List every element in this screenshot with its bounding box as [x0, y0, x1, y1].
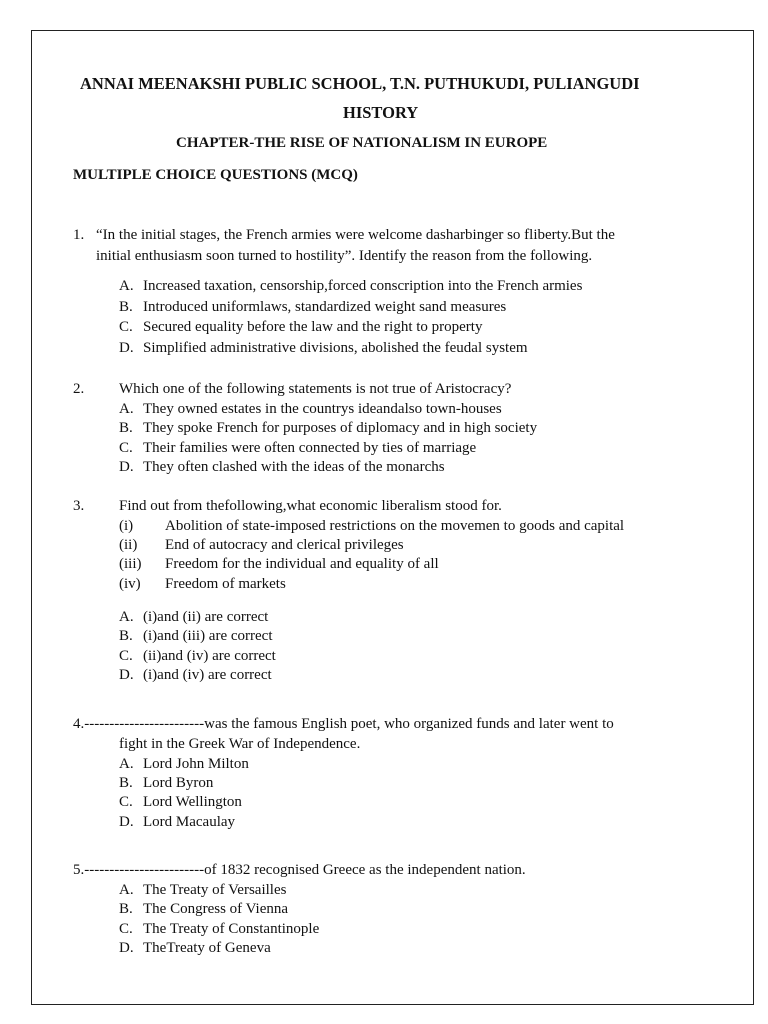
option-label: B. — [119, 775, 133, 791]
option-label: D. — [119, 940, 134, 956]
option-label: A. — [119, 401, 134, 417]
question-number: 1. — [73, 227, 85, 243]
question-text — [73, 862, 526, 879]
option-text: (ii)and (iv) are correct — [143, 648, 276, 664]
statement-label: (ii) — [119, 537, 138, 553]
statement-i — [119, 518, 624, 535]
option-a — [119, 882, 286, 899]
option-text: The Treaty of Constantinople — [143, 921, 320, 937]
option-label: A. — [119, 278, 134, 294]
statement-iii — [119, 556, 439, 573]
option-label: D. — [119, 459, 134, 475]
school-name: ANNAI MEENAKSHI PUBLIC SCHOOL, T.N. PUTHUKUDI, PULIANGUDI — [80, 74, 640, 93]
statement-ii — [119, 537, 404, 554]
option-text: They spoke French for purposes of diplomacy and in high society — [143, 420, 538, 436]
option-label: D. — [119, 667, 134, 683]
option-label: C. — [119, 648, 133, 664]
option-b — [119, 775, 213, 792]
question-number: 4. — [73, 716, 85, 732]
option-text: Introduced uniformlaws, standardized weight sand measures — [143, 299, 507, 315]
option-label: C. — [119, 921, 133, 937]
question-text-line: ------------------------of 1832 recognised Greece as the independent nation. — [84, 862, 526, 878]
option-text: Increased taxation, censorship,forced conscription into the French armies — [143, 278, 583, 294]
option-c — [119, 794, 242, 811]
section-title: MULTIPLE CHOICE QUESTIONS (MCQ) — [73, 167, 358, 183]
option-c — [119, 921, 319, 938]
option-text: (i)and (ii) are correct — [143, 609, 269, 625]
option-d — [119, 940, 271, 957]
option-text: (i)and (iv) are correct — [143, 667, 272, 683]
option-text: Lord Byron — [143, 775, 214, 791]
option-label: B. — [119, 420, 133, 436]
option-label: A. — [119, 609, 134, 625]
option-text: Lord John Milton — [143, 756, 249, 772]
option-a — [119, 609, 268, 626]
option-label: D. — [119, 814, 134, 830]
option-label: D. — [119, 340, 134, 356]
option-d — [119, 340, 528, 357]
question-text: Which one of the following statements is not true of Aristocracy? — [119, 381, 512, 397]
option-b — [119, 420, 537, 437]
option-text: Lord Wellington — [143, 794, 242, 810]
question-text: initial enthusiasm soon turned to hostility”. Identify the reason from the following. — [96, 248, 593, 264]
option-text: The Treaty of Versailles — [143, 882, 287, 898]
option-d — [119, 667, 272, 684]
option-b — [119, 901, 288, 918]
option-a — [119, 401, 502, 418]
option-a — [119, 756, 249, 773]
option-d — [119, 459, 445, 476]
question-text: “In the initial stages, the French armies were welcome dasharbinger so fliberty.But the — [96, 227, 615, 243]
option-label: B. — [119, 901, 133, 917]
option-d — [119, 814, 235, 831]
option-text: Secured equality before the law and the right to property — [143, 319, 483, 335]
option-c — [119, 319, 482, 336]
question-text: Find out from thefollowing,what economic liberalism stood for. — [119, 498, 502, 514]
option-label: A. — [119, 882, 134, 898]
question-number: 3. — [73, 498, 85, 514]
option-text: Simplified administrative divisions, abolished the feudal system — [143, 340, 528, 356]
option-text: Their families were often connected by ties of marriage — [143, 440, 477, 456]
option-label: C. — [119, 440, 133, 456]
option-label: B. — [119, 628, 133, 644]
option-b — [119, 628, 273, 645]
statement-label: (iii) — [119, 556, 142, 572]
option-label: B. — [119, 299, 133, 315]
statement-iv — [119, 576, 286, 593]
option-text: (i)and (iii) are correct — [143, 628, 273, 644]
question-text — [73, 716, 614, 733]
statement-text: Abolition of state-imposed restrictions on the movemen to goods and capital — [165, 518, 625, 534]
option-c — [119, 648, 276, 665]
option-a — [119, 278, 582, 295]
statement-text: Freedom for the individual and equality of all — [165, 556, 439, 572]
chapter-title: CHAPTER-THE RISE OF NATIONALISM IN EUROPE — [176, 135, 548, 151]
statement-text: End of autocracy and clerical privileges — [165, 537, 404, 553]
question-text-line: ------------------------was the famous English poet, who organized funds and later went to — [84, 716, 614, 732]
option-label: A. — [119, 756, 134, 772]
option-label: C. — [119, 794, 133, 810]
option-text: The Congress of Vienna — [143, 901, 289, 917]
option-text: They often clashed with the ideas of the monarchs — [143, 459, 445, 475]
question-number: 2. — [73, 381, 85, 397]
option-text: TheTreaty of Geneva — [143, 940, 271, 956]
statement-label: (i) — [119, 518, 134, 534]
option-b — [119, 299, 506, 316]
statement-text: Freedom of markets — [165, 576, 286, 592]
subject-title: HISTORY — [343, 103, 419, 122]
option-c — [119, 440, 476, 457]
option-label: C. — [119, 319, 133, 335]
question-text: fight in the Greek War of Independence. — [119, 736, 361, 752]
option-text: They owned estates in the countrys ideandalso town-houses — [143, 401, 502, 417]
question-number: 5. — [73, 862, 85, 878]
statement-label: (iv) — [119, 576, 141, 592]
option-text: Lord Macaulay — [143, 814, 236, 830]
